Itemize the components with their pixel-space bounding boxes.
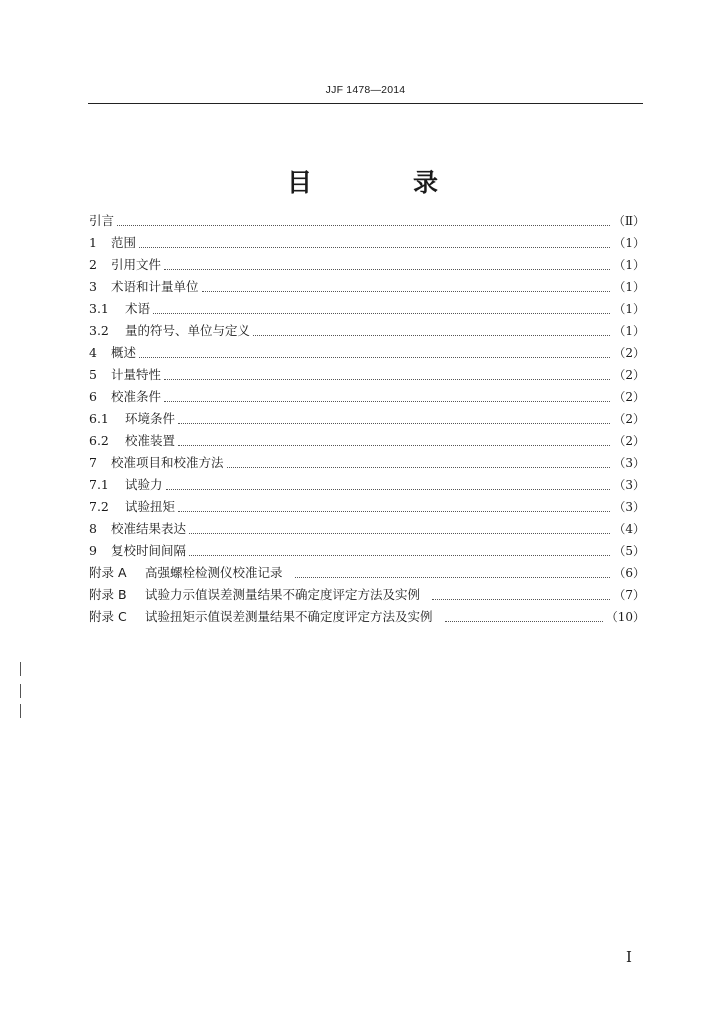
toc-entry[interactable]: [89, 210, 645, 232]
toc-entry-number: 3: [89, 279, 97, 294]
header-rule: [88, 103, 643, 104]
toc-entry-page: （1）: [613, 324, 645, 338]
toc-entry-title: 校准条件: [111, 389, 162, 404]
toc-entry[interactable]: [89, 518, 645, 540]
toc-entry-title: 复校时间间隔: [111, 543, 187, 558]
toc-entry-number: 附录 C: [89, 609, 127, 624]
toc-entry-number: 1: [89, 235, 97, 250]
toc-entry-title: 试验扭矩示值误差测量结果不确定度评定方法及实例: [145, 609, 433, 624]
toc-entry-number: 3.2: [89, 323, 109, 338]
binding-mark: [20, 704, 21, 718]
toc-entry-title: 计量特性: [111, 367, 162, 382]
toc-entry-page: （1）: [613, 236, 645, 250]
toc-entry[interactable]: [89, 342, 645, 364]
toc-entry-title: 引言: [89, 213, 115, 228]
toc-entry[interactable]: [89, 606, 645, 628]
toc-entry-page: （3）: [613, 456, 645, 470]
toc-entry-page: （1）: [613, 258, 645, 272]
toc-leader-dots: [189, 555, 610, 556]
toc-entry[interactable]: [89, 496, 645, 518]
toc-entry-title: 量的符号、单位与定义: [125, 323, 251, 338]
toc-entry-title: 术语和计量单位: [111, 279, 199, 294]
toc-entry-number: 附录 B: [89, 587, 127, 602]
toc-leader-dots: [178, 445, 610, 446]
toc-entry-page: （3）: [613, 478, 645, 492]
toc-entry[interactable]: [89, 408, 645, 430]
toc-entry-page: （2）: [613, 412, 645, 426]
toc-entry[interactable]: [89, 430, 645, 452]
toc-leader-dots: [432, 599, 610, 600]
toc-leader-dots: [164, 379, 610, 380]
toc-leader-dots: [166, 489, 611, 490]
toc-entry-number: 2: [89, 257, 97, 272]
toc-entry-page: （2）: [613, 368, 645, 382]
toc-title: 目 录: [286, 168, 476, 197]
toc-entry-page: （1）: [613, 280, 645, 294]
toc-leader-dots: [445, 621, 603, 622]
toc-entry-page: （3）: [613, 500, 645, 514]
toc-entry-number: 6.1: [89, 411, 109, 426]
toc-entry[interactable]: [89, 562, 645, 584]
toc-leader-dots: [178, 511, 610, 512]
toc-entry[interactable]: [89, 254, 645, 276]
toc-entry-page: （2）: [613, 390, 645, 404]
table-of-contents: [89, 210, 645, 628]
toc-entry-title: 范围: [111, 235, 137, 250]
toc-leader-dots: [253, 335, 610, 336]
toc-entry-number: 7.2: [89, 499, 109, 514]
toc-entry-page: （1）: [613, 302, 645, 316]
toc-leader-dots: [295, 577, 611, 578]
toc-entry-number: 6.2: [89, 433, 109, 448]
toc-entry-page: （4）: [613, 522, 645, 536]
page-number: I: [626, 948, 632, 966]
toc-entry-number: 附录 A: [89, 565, 127, 580]
toc-entry-page: （2）: [613, 346, 645, 360]
toc-entry[interactable]: [89, 452, 645, 474]
toc-leader-dots: [153, 313, 610, 314]
toc-entry-number: 5: [89, 367, 97, 382]
toc-entry-number: 7.1: [89, 477, 109, 492]
toc-entry[interactable]: [89, 232, 645, 254]
toc-entry-number: 4: [89, 345, 97, 360]
toc-entry-title: 试验力示值误差测量结果不确定度评定方法及实例: [145, 587, 421, 602]
toc-entry[interactable]: [89, 540, 645, 562]
toc-entry-page: （10）: [605, 610, 645, 624]
toc-entry[interactable]: [89, 276, 645, 298]
toc-entry-number: 6: [89, 389, 97, 404]
toc-leader-dots: [178, 423, 610, 424]
toc-entry-page: （7）: [613, 588, 645, 602]
toc-entry-page: （5）: [613, 544, 645, 558]
binding-mark: [20, 684, 21, 698]
toc-entry-page: （2）: [613, 434, 645, 448]
toc-entry-page: （Ⅱ）: [612, 214, 645, 228]
toc-entry[interactable]: [89, 386, 645, 408]
toc-leader-dots: [139, 357, 610, 358]
toc-entry-title: 校准项目和校准方法: [111, 455, 224, 470]
toc-leader-dots: [117, 225, 610, 226]
toc-leader-dots: [164, 401, 610, 402]
toc-entry-title: 引用文件: [111, 257, 162, 272]
toc-entry-title: 试验力: [125, 477, 163, 492]
toc-entry[interactable]: [89, 584, 645, 606]
toc-entry-title: 高强螺栓检测仪校准记录: [145, 565, 283, 580]
toc-leader-dots: [227, 467, 611, 468]
toc-leader-dots: [189, 533, 610, 534]
toc-entry[interactable]: [89, 364, 645, 386]
toc-entry-number: 3.1: [89, 301, 109, 316]
toc-entry-title: 校准结果表达: [111, 521, 187, 536]
toc-leader-dots: [139, 247, 610, 248]
toc-entry[interactable]: [89, 320, 645, 342]
toc-entry-number: 8: [89, 521, 97, 536]
binding-mark: [20, 662, 21, 676]
toc-entry-title: 术语: [125, 301, 151, 316]
standard-code-header: JJF 1478—2014: [325, 84, 406, 96]
toc-entry-title: 概述: [111, 345, 137, 360]
toc-entry-title: 试验扭矩: [125, 499, 176, 514]
toc-entry-page: （6）: [613, 566, 645, 580]
toc-entry-title: 校准装置: [125, 433, 176, 448]
toc-entry[interactable]: [89, 474, 645, 496]
toc-entry-number: 9: [89, 543, 97, 558]
toc-leader-dots: [202, 291, 611, 292]
toc-entry-title: 环境条件: [125, 411, 176, 426]
toc-leader-dots: [164, 269, 610, 270]
toc-entry[interactable]: [89, 298, 645, 320]
toc-entry-number: 7: [89, 455, 97, 470]
